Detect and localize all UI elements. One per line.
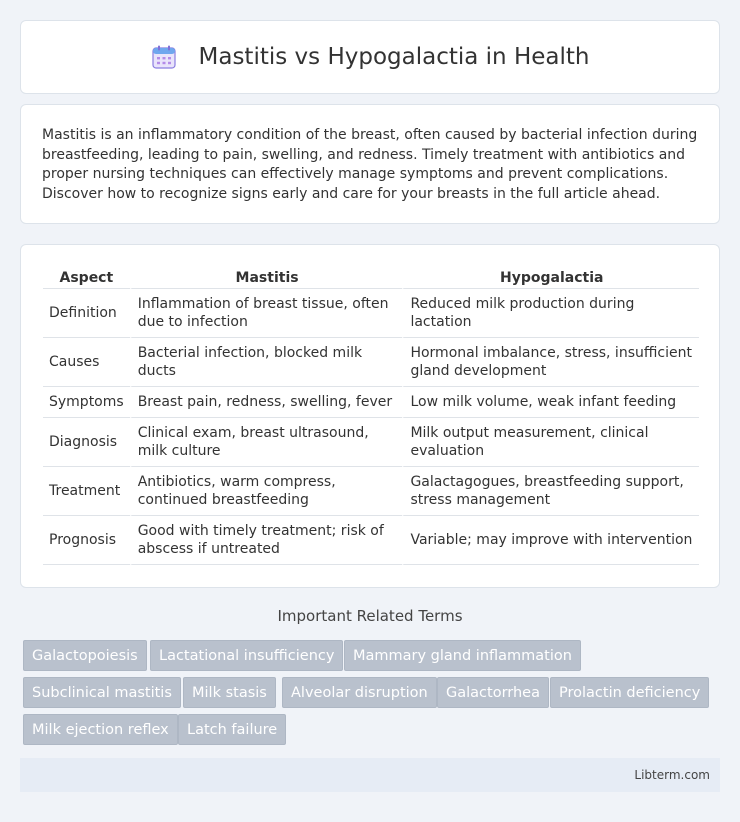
table-row bbox=[43, 338, 699, 387]
related-term-tag[interactable]: Latch failure bbox=[178, 714, 286, 745]
page-title: Mastitis vs Hypogalactia in Health bbox=[198, 44, 590, 70]
cell-aspect: Definition bbox=[43, 289, 130, 338]
intro-text: Mastitis is an inflammatory condition of the breast, often caused by bacterial infection during breastfeeding, leading to pain, swelling, and redness. Timely treatment with antibiotics and proper nursing techniques can effectively manage symptoms and prevent complications. Discover how to recognize signs early and care for your breasts in the full article ahead. bbox=[42, 127, 698, 202]
related-term-tag[interactable]: Prolactin deficiency bbox=[550, 677, 709, 708]
table-row bbox=[43, 387, 699, 418]
related-term-tag[interactable]: Galactopoiesis bbox=[23, 640, 147, 671]
cell-hypogalactia: Reduced milk production during lactation bbox=[402, 289, 699, 338]
table-row bbox=[43, 467, 699, 516]
intro-card bbox=[20, 104, 720, 224]
table-row bbox=[43, 418, 699, 467]
cell-aspect: Diagnosis bbox=[43, 418, 130, 467]
comparison-table bbox=[43, 265, 699, 565]
table-row bbox=[43, 516, 699, 565]
header-hypogalactia: Hypogalactia bbox=[402, 265, 699, 289]
header-mastitis: Mastitis bbox=[130, 265, 403, 289]
cell-hypogalactia: Galactagogues, breastfeeding support, stress management bbox=[402, 467, 699, 516]
calendar-icon bbox=[151, 44, 177, 70]
table-header-row bbox=[43, 265, 699, 289]
cell-hypogalactia: Low milk volume, weak infant feeding bbox=[402, 387, 699, 418]
related-term-tag[interactable]: Lactational insufficiency bbox=[150, 640, 343, 671]
related-term-tag[interactable]: Subclinical mastitis bbox=[23, 677, 181, 708]
cell-hypogalactia: Variable; may improve with intervention bbox=[402, 516, 699, 565]
cell-hypogalactia: Hormonal imbalance, stress, insufficient gland development bbox=[402, 338, 699, 387]
cell-aspect: Causes bbox=[43, 338, 130, 387]
cell-mastitis: Clinical exam, breast ultrasound, milk culture bbox=[130, 418, 403, 467]
related-term-tag[interactable]: Milk stasis bbox=[183, 677, 276, 708]
cell-mastitis: Antibiotics, warm compress, continued breastfeeding bbox=[130, 467, 403, 516]
comparison-table-card bbox=[20, 244, 720, 588]
related-term-tag[interactable]: Milk ejection reflex bbox=[23, 714, 178, 745]
cell-hypogalactia: Milk output measurement, clinical evaluation bbox=[402, 418, 699, 467]
related-term-tag[interactable]: Mammary gland inflammation bbox=[344, 640, 581, 671]
cell-mastitis: Inflammation of breast tissue, often due to infection bbox=[130, 289, 403, 338]
cell-mastitis: Bacterial infection, blocked milk ducts bbox=[130, 338, 403, 387]
header-card bbox=[20, 20, 720, 94]
cell-mastitis: Good with timely treatment; risk of abscess if untreated bbox=[130, 516, 403, 565]
cell-aspect: Treatment bbox=[43, 467, 130, 516]
cell-aspect: Prognosis bbox=[43, 516, 130, 565]
header-aspect: Aspect bbox=[43, 265, 130, 289]
cell-aspect: Symptoms bbox=[43, 387, 130, 418]
footer-site-link[interactable]: Libterm.com bbox=[634, 768, 710, 782]
footer bbox=[20, 758, 720, 792]
related-term-tag[interactable]: Galactorrhea bbox=[437, 677, 549, 708]
table-row bbox=[43, 289, 699, 338]
related-terms-title: Important Related Terms bbox=[277, 607, 463, 625]
related-term-tag[interactable]: Alveolar disruption bbox=[282, 677, 437, 708]
cell-mastitis: Breast pain, redness, swelling, fever bbox=[130, 387, 403, 418]
